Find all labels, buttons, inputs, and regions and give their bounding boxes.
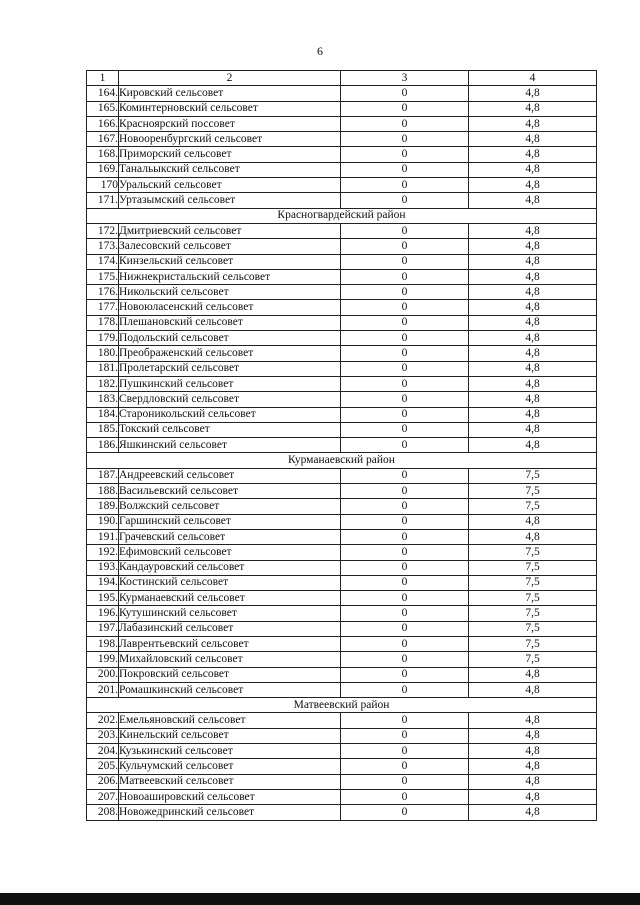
column-4-value-cell: 4,8 [469,789,597,804]
settlement-name-cell: Андреевский сельсовет [119,468,341,483]
column-4-value-cell: 4,8 [469,759,597,774]
table-row [87,300,597,315]
column-3-value-cell: 0 [341,667,469,682]
row-number-cell: 167. [87,132,119,147]
row-number-cell: 202. [87,713,119,728]
row-number-cell: 172. [87,223,119,238]
table-row [87,376,597,391]
settlement-name-cell: Новоюласенский сельсовет [119,300,341,315]
table-row [87,621,597,636]
settlement-name-cell: Ефимовский сельсовет [119,545,341,560]
column-4-value-cell: 4,8 [469,285,597,300]
settlement-name-cell: Кировский сельсовет [119,86,341,101]
column-3-value-cell: 0 [341,621,469,636]
column-3-value-cell: 0 [341,101,469,116]
column-3-value-cell: 0 [341,774,469,789]
settlement-name-cell: Кузькинский сельсовет [119,744,341,759]
table-row [87,484,597,499]
table-row [87,101,597,116]
column-3-value-cell: 0 [341,468,469,483]
column-3-value-cell: 0 [341,438,469,453]
column-4-value-cell: 4,8 [469,744,597,759]
column-3-value-cell: 0 [341,744,469,759]
row-number-cell: 190. [87,514,119,529]
column-3-value-cell: 0 [341,254,469,269]
settlement-name-cell: Нижнекристальский сельсовет [119,269,341,284]
column-4-value-cell: 4,8 [469,529,597,544]
table-row [87,789,597,804]
settlement-name-cell: Лабазинский сельсовет [119,621,341,636]
table-row [87,422,597,437]
column-4-value-cell: 4,8 [469,331,597,346]
row-number-cell: 183. [87,392,119,407]
settlement-name-cell: Кульчумский сельсовет [119,759,341,774]
table-row [87,407,597,422]
page-number: 6 [317,44,323,58]
column-4-value-cell: 7,5 [469,468,597,483]
table-row [87,346,597,361]
column-3-value-cell: 0 [341,223,469,238]
table-header-row [87,71,597,86]
district-section-row [87,453,597,468]
column-3-value-cell: 0 [341,514,469,529]
row-number-cell: 170 [87,178,119,193]
settlement-name-cell: Танальыкский сельсовет [119,162,341,177]
table-row [87,315,597,330]
column-4-value-cell: 4,8 [469,774,597,789]
column-4-value-cell: 7,5 [469,652,597,667]
settlement-name-cell: Кандауровский сельсовет [119,560,341,575]
row-number-cell: 180. [87,346,119,361]
table-row [87,713,597,728]
row-number-cell: 195. [87,591,119,606]
column-3-value-cell: 0 [341,178,469,193]
row-number-cell: 185. [87,422,119,437]
row-number-cell: 173. [87,239,119,254]
district-title: Курманаевский район [87,453,597,468]
table-row [87,560,597,575]
table-row [87,652,597,667]
column-3-value-cell: 0 [341,269,469,284]
column-3-value-cell: 0 [341,636,469,651]
settlement-name-cell: Никольский сельсовет [119,285,341,300]
column-4-value-cell: 4,8 [469,422,597,437]
column-4-value-cell: 7,5 [469,636,597,651]
settlement-name-cell: Уральский сельсовет [119,178,341,193]
row-number-cell: 198. [87,636,119,651]
row-number-cell: 177. [87,300,119,315]
column-4-value-cell: 4,8 [469,193,597,208]
column-4-value-cell: 7,5 [469,606,597,621]
settlement-name-cell: Яшкинский сельсовет [119,438,341,453]
table-row [87,667,597,682]
row-number-cell: 164. [87,86,119,101]
column-4-value-cell: 4,8 [469,269,597,284]
table-row [87,361,597,376]
row-number-cell: 200. [87,667,119,682]
table-row [87,132,597,147]
column-3-value-cell: 0 [341,116,469,131]
settlement-name-cell: Лаврентьевский сельсовет [119,636,341,651]
column-3-value-cell: 0 [341,422,469,437]
table-row [87,223,597,238]
table-row [87,254,597,269]
table-row [87,774,597,789]
column-3-value-cell: 0 [341,759,469,774]
row-number-cell: 206. [87,774,119,789]
table-row [87,636,597,651]
settlement-name-cell: Плешановский сельсовет [119,315,341,330]
column-4-value-cell: 4,8 [469,514,597,529]
column-3-value-cell: 0 [341,789,469,804]
column-4-value-cell: 4,8 [469,239,597,254]
settlement-name-cell: Кинзельский сельсовет [119,254,341,269]
column-4-value-cell: 4,8 [469,300,597,315]
column-4-value-cell: 7,5 [469,545,597,560]
column-4-value-cell: 4,8 [469,86,597,101]
settlement-name-cell: Подольский сельсовет [119,331,341,346]
table-row [87,116,597,131]
district-title: Красногвардейский район [87,208,597,223]
row-number-cell: 171. [87,193,119,208]
row-number-cell: 189. [87,499,119,514]
settlement-name-cell: Кинельский сельсовет [119,728,341,743]
table-row [87,392,597,407]
scan-bottom-edge [0,893,640,905]
row-number-cell: 174. [87,254,119,269]
column-4-value-cell: 4,8 [469,392,597,407]
table-row [87,331,597,346]
column-3-value-cell: 0 [341,713,469,728]
table-row [87,514,597,529]
row-number-cell: 168. [87,147,119,162]
row-number-cell: 193. [87,560,119,575]
table-body [87,71,597,821]
row-number-cell: 169. [87,162,119,177]
column-4-value-cell: 7,5 [469,484,597,499]
column-4-value-cell: 4,8 [469,376,597,391]
settlement-name-cell: Емельяновский сельсовет [119,713,341,728]
column-3-value-cell: 0 [341,132,469,147]
settlement-name-cell: Гаршинский сельсовет [119,514,341,529]
column-4-value-cell: 7,5 [469,499,597,514]
settlement-name-cell: Коминтерновский сельсовет [119,101,341,116]
settlement-name-cell: Пушкинский сельсовет [119,376,341,391]
column-3-value-cell: 0 [341,728,469,743]
column-4-value-cell: 7,5 [469,560,597,575]
column-3-value-cell: 0 [341,407,469,422]
table-row [87,193,597,208]
column-3-value-cell: 0 [341,529,469,544]
row-number-cell: 191. [87,529,119,544]
column-3-value-cell: 0 [341,606,469,621]
table-row [87,239,597,254]
table-row [87,759,597,774]
column-3-value-cell: 0 [341,361,469,376]
settlement-name-cell: Уртазымский сельсовет [119,193,341,208]
column-4-value-cell: 4,8 [469,101,597,116]
column-4-value-cell: 4,8 [469,728,597,743]
table-row [87,178,597,193]
table-row [87,744,597,759]
column-4-value-cell: 4,8 [469,805,597,820]
row-number-cell: 186. [87,438,119,453]
row-number-cell: 179. [87,331,119,346]
row-number-cell: 197. [87,621,119,636]
settlement-name-cell: Михайловский сельсовет [119,652,341,667]
column-header-1: 1 [87,71,119,86]
column-header-2: 2 [119,71,341,86]
row-number-cell: 175. [87,269,119,284]
settlement-name-cell: Дмитриевский сельсовет [119,223,341,238]
settlement-name-cell: Костинский сельсовет [119,575,341,590]
row-number-cell: 187. [87,468,119,483]
column-3-value-cell: 0 [341,300,469,315]
column-4-value-cell: 7,5 [469,621,597,636]
settlement-name-cell: Староникольский сельсовет [119,407,341,422]
column-4-value-cell: 4,8 [469,682,597,697]
column-3-value-cell: 0 [341,346,469,361]
column-3-value-cell: 0 [341,682,469,697]
row-number-cell: 188. [87,484,119,499]
column-4-value-cell: 4,8 [469,223,597,238]
column-4-value-cell: 4,8 [469,407,597,422]
column-header-4: 4 [469,71,597,86]
column-4-value-cell: 4,8 [469,116,597,131]
settlement-name-cell: Новооренбургский сельсовет [119,132,341,147]
column-header-3: 3 [341,71,469,86]
table-row [87,682,597,697]
table-row [87,269,597,284]
row-number-cell: 196. [87,606,119,621]
column-4-value-cell: 4,8 [469,713,597,728]
column-3-value-cell: 0 [341,162,469,177]
column-3-value-cell: 0 [341,392,469,407]
settlement-name-cell: Кутушинский сельсовет [119,606,341,621]
column-3-value-cell: 0 [341,545,469,560]
row-number-cell: 166. [87,116,119,131]
column-3-value-cell: 0 [341,147,469,162]
settlement-name-cell: Волжский сельсовет [119,499,341,514]
column-3-value-cell: 0 [341,560,469,575]
column-4-value-cell: 7,5 [469,575,597,590]
settlement-name-cell: Токский сельсовет [119,422,341,437]
column-4-value-cell: 4,8 [469,346,597,361]
settlement-name-cell: Матвеевский сельсовет [119,774,341,789]
table-row [87,468,597,483]
settlement-name-cell: Новожедринский сельсовет [119,805,341,820]
settlement-name-cell: Приморский сельсовет [119,147,341,162]
column-3-value-cell: 0 [341,805,469,820]
settlement-name-cell: Свердловский сельсовет [119,392,341,407]
settlement-name-cell: Курманаевский сельсовет [119,591,341,606]
column-4-value-cell: 4,8 [469,315,597,330]
row-number-cell: 192. [87,545,119,560]
row-number-cell: 204. [87,744,119,759]
row-number-cell: 165. [87,101,119,116]
column-3-value-cell: 0 [341,499,469,514]
table-row [87,728,597,743]
row-number-cell: 208. [87,805,119,820]
column-3-value-cell: 0 [341,285,469,300]
column-4-value-cell: 4,8 [469,361,597,376]
column-3-value-cell: 0 [341,484,469,499]
settlement-name-cell: Преображенский сельсовет [119,346,341,361]
column-3-value-cell: 0 [341,193,469,208]
table-row [87,162,597,177]
row-number-cell: 181. [87,361,119,376]
row-number-cell: 178. [87,315,119,330]
settlement-name-cell: Ромашкинский сельсовет [119,682,341,697]
settlement-name-cell: Покровский сельсовет [119,667,341,682]
column-3-value-cell: 0 [341,376,469,391]
settlement-name-cell: Васильевский сельсовет [119,484,341,499]
table-row [87,147,597,162]
row-number-cell: 182. [87,376,119,391]
settlement-name-cell: Залесовский сельсовет [119,239,341,254]
column-4-value-cell: 4,8 [469,438,597,453]
column-4-value-cell: 4,8 [469,254,597,269]
column-3-value-cell: 0 [341,575,469,590]
column-4-value-cell: 4,8 [469,162,597,177]
row-number-cell: 194. [87,575,119,590]
column-3-value-cell: 0 [341,591,469,606]
column-4-value-cell: 4,8 [469,132,597,147]
district-title: Матвеевский район [87,698,597,713]
column-3-value-cell: 0 [341,86,469,101]
data-table [86,70,597,821]
district-section-row [87,698,597,713]
table-row [87,499,597,514]
row-number-cell: 205. [87,759,119,774]
row-number-cell: 203. [87,728,119,743]
row-number-cell: 199. [87,652,119,667]
column-4-value-cell: 4,8 [469,667,597,682]
column-3-value-cell: 0 [341,315,469,330]
column-3-value-cell: 0 [341,652,469,667]
table-row [87,575,597,590]
column-4-value-cell: 4,8 [469,147,597,162]
column-3-value-cell: 0 [341,331,469,346]
column-4-value-cell: 4,8 [469,178,597,193]
table-row [87,606,597,621]
column-4-value-cell: 7,5 [469,591,597,606]
table-row [87,805,597,820]
table-row [87,529,597,544]
table-row [87,285,597,300]
settlement-name-cell: Пролетарский сельсовет [119,361,341,376]
district-section-row [87,208,597,223]
settlement-name-cell: Красноярский поссовет [119,116,341,131]
table-row [87,545,597,560]
row-number-cell: 201. [87,682,119,697]
settlement-name-cell: Новоашировский сельсовет [119,789,341,804]
table-row [87,591,597,606]
row-number-cell: 207. [87,789,119,804]
row-number-cell: 184. [87,407,119,422]
row-number-cell: 176. [87,285,119,300]
table-row [87,86,597,101]
table-row [87,438,597,453]
column-3-value-cell: 0 [341,239,469,254]
settlement-name-cell: Грачевский сельсовет [119,529,341,544]
